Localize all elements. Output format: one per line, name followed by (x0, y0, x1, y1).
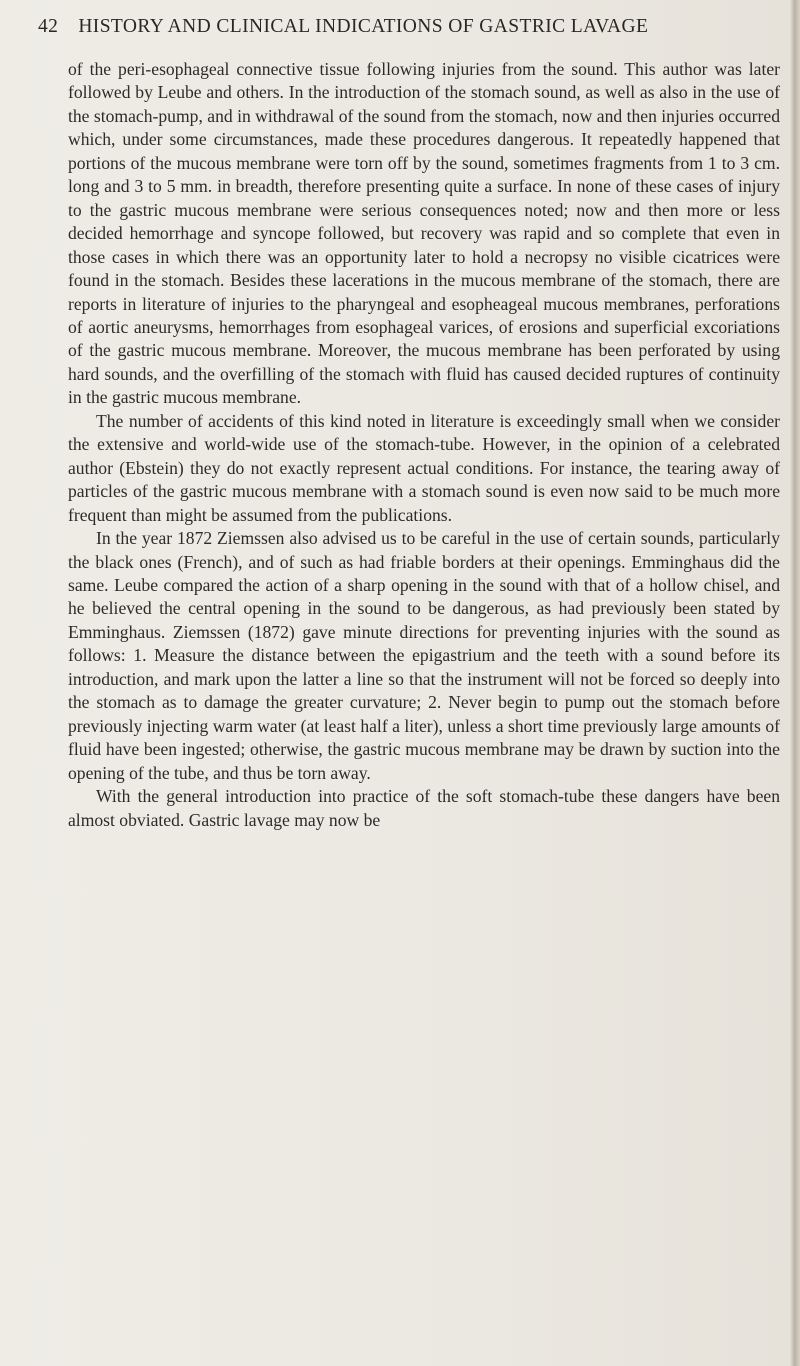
page-edge-shadow (790, 0, 800, 1366)
running-title: HISTORY AND CLINICAL INDICATIONS OF GASTRIC LAVAGE (78, 16, 649, 37)
body-text (68, 58, 780, 832)
paragraph-soft-tube: With the general introduction into practice of the soft stomach-tube these dangers have been almost obviated. Gastric lavage may now be (68, 786, 780, 830)
paragraph-continuation: of the peri-esophageal connective tissue following injuries from the sound. This author was later followed by Leube and others. In the introduction of the stomach sound, as well as also in the use of the stomach-pump, and in withdrawal of the sound from the stomach, now and then injuries occurred which, under some circumstances, made these procedures dangerous. It repeatedly happened that portions of the mucous membrane were torn off by the sound, sometimes fragments from 1 to 3 cm. long and 3 to 5 mm. in breadth, therefore presenting quite a surface. In none of these cases of injury to the gastric mucous membrane were serious consequences noted; now and then more or less decided hemorrhage and syncope followed, but recovery was rapid and so complete that even in those cases in which there was an opportunity later to hold a necropsy no visible cicatrices were found in the stomach. Besides these lacerations in the mucous membrane of the stomach, there are reports in literature of injuries to the pharyngeal and esopheageal mucous membranes, perforations of aortic aneurysms, hemorrhages from esophageal varices, of erosions and superficial excoriations of the gastric mucous membrane. Moreover, the mucous membrane has been perforated by using hard sounds, and the overfilling of the stomach with fluid has caused decided ruptures of continuity in the gastric mucous membrane. (68, 59, 780, 408)
running-head (38, 16, 778, 38)
page-number: 42 (38, 16, 59, 37)
paragraph-accidents: The number of accidents of this kind noted in literature is exceedingly small when we consider the extensive and world-wide use of the stomach-tube. However, in the opinion of a celebrated author (Ebstein) they do not exactly represent actual conditions. For instance, the tearing away of particles of the gastric mucous membrane with a stomach sound is even now said to be much more frequent than might be assumed from the publications. (68, 410, 780, 525)
paragraph-ziemssen: In the year 1872 Ziemssen also advised us to be careful in the use of certain sounds, particularly the black ones (French), and of such as had friable borders at their openings. Emminghaus did the same. Leube compared the action of a sharp opening in the sound with that of a hollow chisel, and he believed the central opening in the sound to be dangerous, as had previously been stated by Emminghaus. Ziemssen (1872) gave minute directions for preventing injuries with the sound as follows: 1. Measure the distance between the epigastrium and the teeth with a sound before its introduction, and mark upon the latter a line so that the instrument will not be forced so deeply into the stomach as to damage the greater curvature; 2. Never begin to pump out the stomach before previously injecting warm water (at least half a liter), unless a short time previously large amounts of fluid have been ingested; otherwise, the gastric mucous membrane may be drawn by suction into the opening of the tube, and thus be torn away. (68, 528, 780, 783)
